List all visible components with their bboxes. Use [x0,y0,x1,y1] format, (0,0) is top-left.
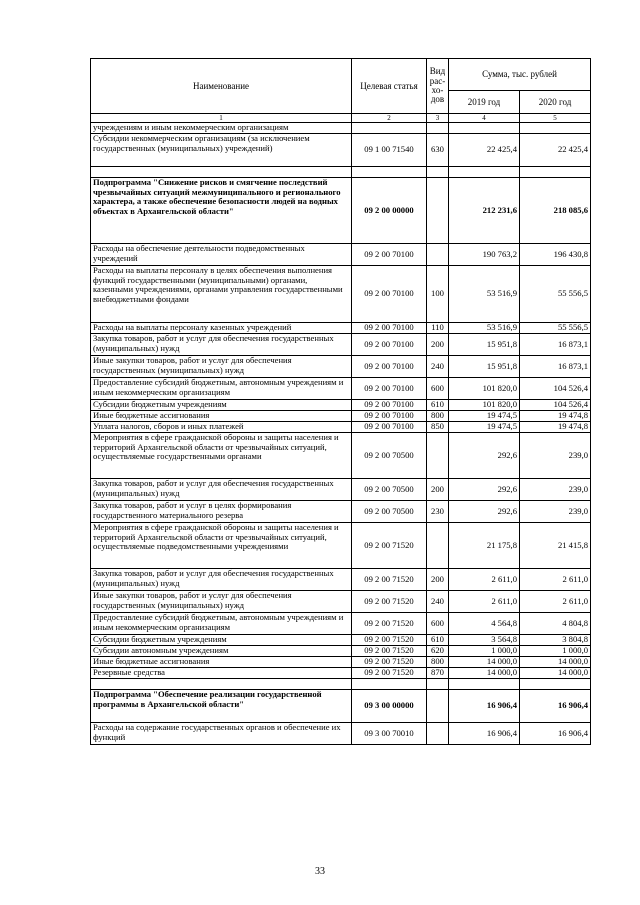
table-row [91,523,591,569]
table-row [91,378,591,400]
row-name: Закупка товаров, работ и услуг для обеспечения государственных (муниципальных) нужд [91,334,352,356]
row-name: Расходы на выплаты персоналу казенных учреждений [91,323,352,334]
spacer-row [91,167,591,178]
table-row [91,266,591,323]
budget-table [90,58,591,745]
header-year-2020: 2020 год [520,91,591,114]
row-target-code: 09 2 00 70100 [352,323,427,334]
row-target-code: 09 2 00 71520 [352,569,427,591]
row-target-code: 09 2 00 70500 [352,501,427,523]
header-sum: Сумма, тыс. рублей [449,59,591,91]
row-sum-2019: 101 820,0 [449,400,520,411]
header-name: Наименование [91,59,352,114]
row-name: Расходы на выплаты персоналу в целях обеспечения выполнения функций государственными (муниципальными) органами, казенными учреждениями, органами управления государственными внебюджетными фондами [91,266,352,323]
row-expense-type: 240 [427,356,449,378]
row-sum-2019: 292,6 [449,479,520,501]
row-sum-2020: 16 906,4 [520,690,591,723]
table-row [91,123,591,134]
row-sum-2019: 16 906,4 [449,690,520,723]
table-row [91,668,591,679]
row-target-code: 09 2 00 70100 [352,411,427,422]
table-row [91,433,591,479]
row-expense-type: 870 [427,668,449,679]
row-sum-2019: 1 000,0 [449,646,520,657]
row-expense-type [427,690,449,723]
row-target-code: 09 2 00 70500 [352,479,427,501]
table-row [91,613,591,635]
table-row [91,356,591,378]
table-row [91,422,591,433]
row-name: Иные бюджетные ассигнования [91,657,352,668]
row-sum-2019: 101 820,0 [449,378,520,400]
row-target-code [352,679,427,690]
row-target-code [352,167,427,178]
subprogram-row [91,178,591,244]
row-sum-2020: 239,0 [520,479,591,501]
spacer-row [91,679,591,690]
table-row [91,244,591,266]
row-target-code: 09 2 00 71520 [352,646,427,657]
row-name: Резервные средства [91,668,352,679]
subprogram-row [91,690,591,723]
row-target-code: 09 2 00 71520 [352,523,427,569]
row-expense-type [427,679,449,690]
row-target-code: 09 2 00 70100 [352,422,427,433]
row-expense-type: 800 [427,657,449,668]
row-sum-2019: 3 564,8 [449,635,520,646]
table-row [91,657,591,668]
row-sum-2020: 218 085,6 [520,178,591,244]
table-row [91,723,591,745]
row-sum-2020: 55 556,5 [520,266,591,323]
row-expense-type: 240 [427,591,449,613]
page-number: 33 [315,866,325,877]
row-sum-2020: 196 430,8 [520,244,591,266]
row-expense-type: 610 [427,400,449,411]
row-name: Мероприятия в сфере гражданской обороны и защиты населения и территорий Архангельской области от чрезвычайных ситуаций, осуществляемые государственными органами [91,433,352,479]
row-target-code: 09 3 00 00000 [352,690,427,723]
row-name: Предоставление субсидий бюджетным, автономным учреждениям и иным некоммерческим организациям [91,613,352,635]
row-sum-2019: 2 611,0 [449,569,520,591]
row-sum-2019: 16 906,4 [449,723,520,745]
column-number: 4 [449,114,520,123]
row-name: Субсидии бюджетным учреждениям [91,400,352,411]
row-sum-2020: 22 425,4 [520,134,591,167]
row-sum-2020 [520,167,591,178]
row-target-code: 09 2 00 70100 [352,334,427,356]
row-sum-2019: 14 000,0 [449,668,520,679]
row-name: Иные закупки товаров, работ и услуг для обеспечения государственных (муниципальных) нужд [91,356,352,378]
row-expense-type [427,178,449,244]
row-sum-2020: 19 474,8 [520,422,591,433]
row-sum-2020: 2 611,0 [520,591,591,613]
row-expense-type [427,244,449,266]
header-target-article: Целевая статья [352,59,427,114]
table-row [91,635,591,646]
row-target-code: 09 2 00 71520 [352,613,427,635]
table-row [91,134,591,167]
row-name: Субсидии некоммерческим организациям (за исключением государственных (муниципальных) учреждений) [91,134,352,167]
row-sum-2020: 55 556,5 [520,323,591,334]
row-name: Подпрограмма "Обеспечение реализации государственной программы в Архангельской области" [91,690,352,723]
row-name: Мероприятия в сфере гражданской обороны и защиты населения и территорий Архангельской области от чрезвычайных ситуаций, осуществляемые подведомственными учреждениями [91,523,352,569]
row-name: Расходы на содержание государственных органов и обеспечение их функций [91,723,352,745]
table-row [91,591,591,613]
row-sum-2020: 16 873,1 [520,356,591,378]
row-sum-2019: 21 175,8 [449,523,520,569]
row-sum-2019 [449,167,520,178]
table-row [91,646,591,657]
row-sum-2020: 3 804,8 [520,635,591,646]
row-expense-type: 200 [427,479,449,501]
row-sum-2019: 292,6 [449,433,520,479]
row-expense-type [427,433,449,479]
row-sum-2020: 239,0 [520,433,591,479]
row-sum-2020 [520,123,591,134]
row-sum-2019 [449,679,520,690]
row-target-code: 09 2 00 70100 [352,400,427,411]
row-sum-2019: 212 231,6 [449,178,520,244]
row-name: учреждениям и иным некоммерческим организациям [91,123,352,134]
row-expense-type [427,167,449,178]
row-name: Предоставление субсидий бюджетным, автономным учреждениям и иным некоммерческим организациям [91,378,352,400]
row-target-code: 09 2 00 70500 [352,433,427,479]
row-expense-type: 200 [427,334,449,356]
row-sum-2020: 14 000,0 [520,657,591,668]
row-expense-type: 630 [427,134,449,167]
column-number: 1 [91,114,352,123]
row-target-code: 09 2 00 71520 [352,635,427,646]
column-number: 2 [352,114,427,123]
row-name: Подпрограмма "Снижение рисков и смягчение последствий чрезвычайных ситуаций межмуниципального и регионального характера, а также обеспечение безопасности людей на водных объектах в Архангельской области" [91,178,352,244]
row-sum-2020: 16 873,1 [520,334,591,356]
row-sum-2020: 104 526,4 [520,378,591,400]
table-row [91,501,591,523]
row-target-code: 09 2 00 70100 [352,378,427,400]
row-name: Закупка товаров, работ и услуг для обеспечения государственных (муниципальных) нужд [91,479,352,501]
row-sum-2019: 19 474,5 [449,411,520,422]
row-sum-2020: 19 474,8 [520,411,591,422]
row-target-code: 09 2 00 70100 [352,266,427,323]
row-sum-2019: 190 763,2 [449,244,520,266]
row-name: Субсидии бюджетным учреждениям [91,635,352,646]
row-expense-type: 610 [427,635,449,646]
row-expense-type [427,723,449,745]
row-name: Уплата налогов, сборов и иных платежей [91,422,352,433]
row-sum-2020: 4 804,8 [520,613,591,635]
row-target-code: 09 3 00 70010 [352,723,427,745]
row-sum-2019: 2 611,0 [449,591,520,613]
row-expense-type: 850 [427,422,449,433]
row-target-code: 09 2 00 70100 [352,244,427,266]
table-row [91,400,591,411]
row-name: Расходы на обеспечение деятельности подведомственных учреждений [91,244,352,266]
row-expense-type [427,123,449,134]
row-sum-2019: 19 474,5 [449,422,520,433]
row-expense-type: 600 [427,613,449,635]
row-sum-2019: 53 516,9 [449,323,520,334]
row-sum-2020: 2 611,0 [520,569,591,591]
row-sum-2020: 239,0 [520,501,591,523]
table-row [91,411,591,422]
row-target-code: 09 2 00 00000 [352,178,427,244]
row-name [91,679,352,690]
row-sum-2020: 21 415,8 [520,523,591,569]
column-number: 5 [520,114,591,123]
row-target-code: 09 2 00 71520 [352,591,427,613]
row-expense-type [427,523,449,569]
row-sum-2019: 4 564,8 [449,613,520,635]
row-target-code: 09 1 00 71540 [352,134,427,167]
row-expense-type: 620 [427,646,449,657]
row-target-code: 09 2 00 71520 [352,668,427,679]
row-target-code: 09 2 00 71520 [352,657,427,668]
row-sum-2019: 15 951,8 [449,334,520,356]
row-sum-2020 [520,679,591,690]
row-expense-type: 600 [427,378,449,400]
table-row [91,569,591,591]
table-row [91,479,591,501]
row-sum-2019: 22 425,4 [449,134,520,167]
row-name: Закупка товаров, работ и услуг для обеспечения государственных (муниципальных) нужд [91,569,352,591]
header-expense-type: Вид рас- хо- дов [427,59,449,114]
row-target-code [352,123,427,134]
row-sum-2020: 1 000,0 [520,646,591,657]
row-sum-2019: 53 516,9 [449,266,520,323]
row-name: Иные закупки товаров, работ и услуг для обеспечения государственных (муниципальных) нужд [91,591,352,613]
row-sum-2019 [449,123,520,134]
row-name [91,167,352,178]
row-sum-2019: 14 000,0 [449,657,520,668]
row-sum-2019: 15 951,8 [449,356,520,378]
row-expense-type: 200 [427,569,449,591]
row-sum-2020: 104 526,4 [520,400,591,411]
row-name: Субсидии автономным учреждениям [91,646,352,657]
row-expense-type: 800 [427,411,449,422]
row-sum-2020: 16 906,4 [520,723,591,745]
row-name: Иные бюджетные ассигнования [91,411,352,422]
row-sum-2019: 292,6 [449,501,520,523]
row-expense-type: 230 [427,501,449,523]
row-expense-type: 100 [427,266,449,323]
row-sum-2020: 14 000,0 [520,668,591,679]
row-target-code: 09 2 00 70100 [352,356,427,378]
table-body [91,123,591,745]
column-number: 3 [427,114,449,123]
header-year-2019: 2019 год [449,91,520,114]
table-row [91,334,591,356]
row-expense-type: 110 [427,323,449,334]
row-name: Закупка товаров, работ и услуг в целях формирования государственного материального резерва [91,501,352,523]
table-row [91,323,591,334]
